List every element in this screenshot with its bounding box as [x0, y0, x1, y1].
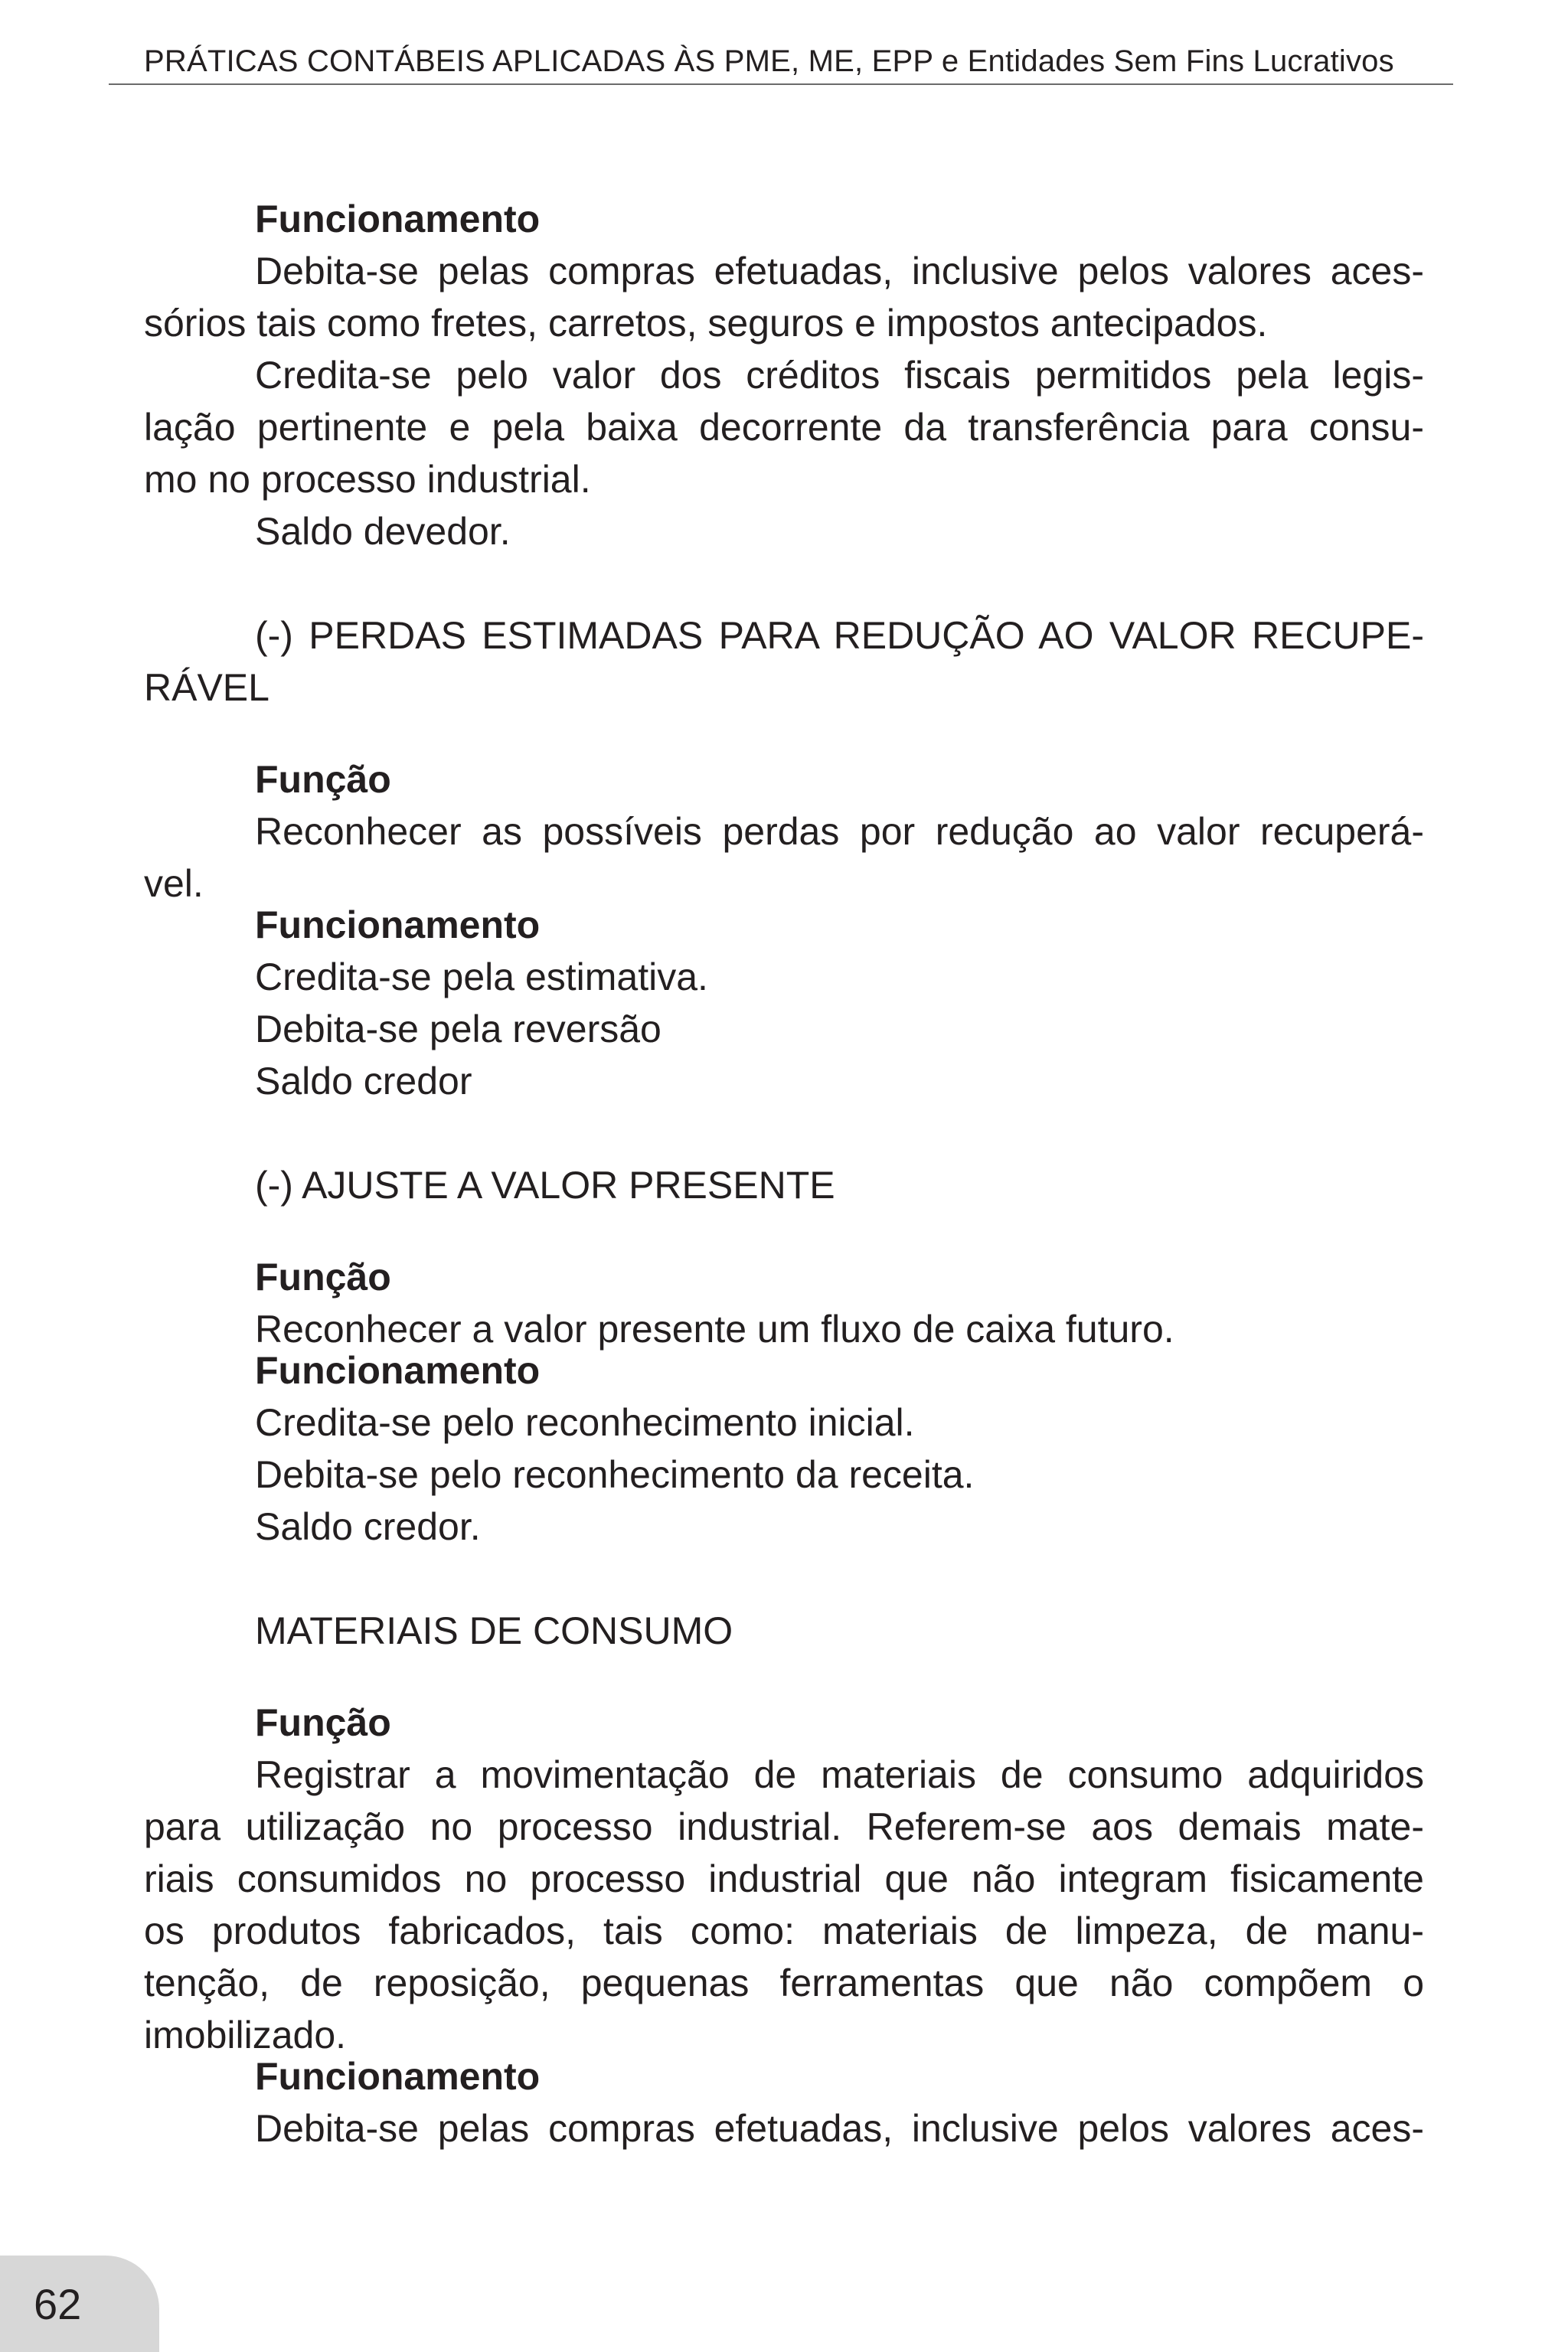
body-line: Registrar a movimentação de materiais de consumo adquiridos: [255, 1753, 1424, 1796]
body-line: Saldo devedor.: [255, 510, 511, 553]
page-number: 62: [34, 2280, 82, 2328]
page-body: [144, 193, 1424, 2154]
account-title-line: RÁVEL: [144, 666, 270, 709]
account-title: (-) AJUSTE A VALOR PRESENTE: [255, 1164, 835, 1207]
body-line: vel.: [144, 862, 204, 905]
body-line: Debita-se pelas compras efetuadas, inclusive pelos valores aces-: [255, 250, 1424, 292]
body-line: Credita-se pelo reconhecimento inicial.: [255, 1401, 915, 1444]
page-number-tab: [0, 2256, 159, 2352]
section-heading-funcao: Função: [255, 1256, 391, 1298]
spacer: [144, 557, 1424, 609]
body-line: imobilizado.: [144, 2014, 347, 2056]
body-line: para utilização no processo industrial. Referem-se aos demais mate-: [144, 1805, 1424, 1848]
body-line: riais consumidos no processo industrial que não integram fisicamente: [144, 1857, 1424, 1900]
section-heading-funcionamento: Funcionamento: [255, 2055, 541, 2098]
body-line: lação pertinente e pela baixa decorrente da transferência para consu-: [144, 406, 1424, 449]
account-title-line: (-) PERDAS ESTIMADAS PARA REDUÇÃO AO VALOR RECUPE-: [255, 614, 1424, 657]
spacer: [144, 1107, 1424, 1159]
header-rule: [109, 83, 1453, 85]
section-heading-funcionamento: Funcionamento: [255, 1349, 541, 1392]
body-line: sórios tais como fretes, carretos, seguros e impostos antecipados.: [144, 302, 1268, 345]
body-line: Debita-se pela reversão: [255, 1008, 662, 1050]
body-line: Reconhecer as possíveis perdas por redução ao valor recuperá-: [255, 810, 1424, 853]
spacer: [144, 1211, 1424, 1251]
body-line: mo no processo industrial.: [144, 458, 591, 501]
body-line: Debita-se pelas compras efetuadas, inclusive pelos valores aces-: [255, 2107, 1424, 2150]
body-line: Saldo credor: [255, 1060, 472, 1102]
body-line: tenção, de reposição, pequenas ferramentas que não compõem o: [144, 1962, 1424, 2004]
spacer: [144, 714, 1424, 753]
body-line: Debita-se pelo reconhecimento da receita.: [255, 1453, 975, 1496]
body-line: Saldo credor.: [255, 1505, 481, 1548]
section-heading-funcao: Função: [255, 758, 391, 801]
account-title: MATERIAIS DE CONSUMO: [255, 1609, 733, 1652]
section-heading-funcionamento: Funcionamento: [255, 903, 541, 946]
body-line: Reconhecer a valor presente um fluxo de caixa futuro.: [255, 1308, 1174, 1351]
running-header: PRÁTICAS CONTÁBEIS APLICADAS ÀS PME, ME, EPP e Entidades Sem Fins Lucrativos: [144, 44, 1394, 78]
body-line: Credita-se pelo valor dos créditos fiscais permitidos pela legis-: [255, 354, 1424, 397]
body-line: Credita-se pela estimativa.: [255, 956, 708, 998]
body-line: os produtos fabricados, tais como: materiais de limpeza, de manu-: [144, 1909, 1424, 1952]
section-heading-funcao: Função: [255, 1701, 391, 1744]
section-heading-funcionamento: Funcionamento: [255, 198, 541, 240]
spacer: [144, 1553, 1424, 1605]
spacer: [144, 1657, 1424, 1697]
